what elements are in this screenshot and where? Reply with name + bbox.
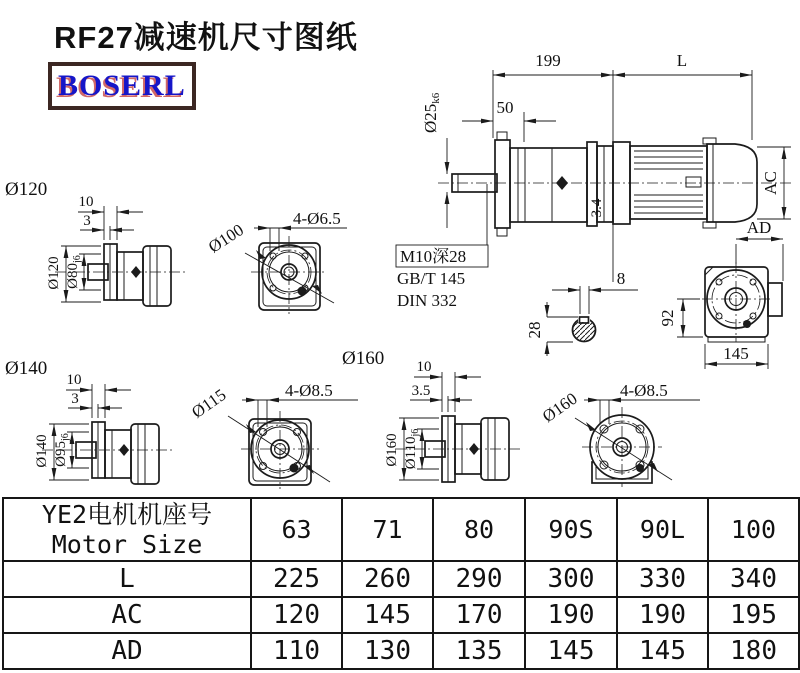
row-label-AC: AC	[3, 597, 251, 633]
thread-note-line3: DIN 332	[397, 291, 457, 310]
front115-view	[188, 381, 358, 489]
col-header-100: 100	[708, 498, 799, 561]
page-title: RF27减速机尺寸图纸	[54, 20, 358, 55]
cell-AC-63: 120	[251, 597, 342, 633]
front160-dia: Ø160	[538, 388, 581, 427]
flange140-t2: 3	[71, 391, 79, 407]
rear-view	[658, 218, 783, 369]
table-row-AC	[3, 597, 799, 633]
flange160-pilot: $Ø110_{j6}$	[403, 428, 421, 470]
brand-logo-text: BOSERL	[58, 69, 186, 102]
table-header-en: Motor Size	[51, 529, 203, 559]
thread-note	[396, 245, 488, 310]
dim-shaft-dia: Ø25k6	[421, 92, 442, 133]
row-label-L: L	[3, 561, 251, 597]
flange160-od: Ø160	[384, 433, 400, 467]
cell-L-90L: 330	[617, 561, 708, 597]
flange120-title: Ø120	[5, 179, 48, 200]
dim-key-width: 8	[616, 269, 626, 288]
front115-holes: 4-Ø8.5	[285, 381, 333, 400]
dim-L: L	[676, 51, 688, 70]
col-header-90S: 90S	[525, 498, 617, 561]
cell-AC-90S: 190	[525, 597, 617, 633]
row-label-AD: AD	[3, 633, 251, 669]
flange120-pilot: $Ø80_{j6}$	[65, 255, 83, 289]
cell-AC-100: 195	[708, 597, 799, 633]
front100-view	[205, 209, 347, 314]
brand-logo	[48, 62, 196, 110]
dim-50: 50	[496, 98, 514, 117]
cell-L-100: 340	[708, 561, 799, 597]
flange160-view	[342, 348, 520, 482]
key-section-view	[525, 269, 638, 356]
table-row-AD	[3, 633, 799, 669]
flange160-t2: 3.5	[411, 383, 431, 399]
cell-AC-90L: 190	[617, 597, 708, 633]
cell-AD-71: 130	[342, 633, 433, 669]
cell-AD-63: 110	[251, 633, 342, 669]
dim-199: 199	[535, 51, 561, 70]
flange140-t1: 10	[66, 372, 82, 388]
front100-dia: Ø100	[204, 220, 248, 257]
cell-L-80: 290	[433, 561, 525, 597]
dim-AC: AC	[761, 171, 780, 195]
cell-L-90S: 300	[525, 561, 617, 597]
thread-note-line2: GB/T 145	[397, 269, 466, 288]
cell-AD-90L: 145	[617, 633, 708, 669]
col-header-71: 71	[342, 498, 433, 561]
col-header-63: 63	[251, 498, 342, 561]
col-header-80: 80	[433, 498, 525, 561]
motor-size-table	[2, 497, 800, 670]
flange120-view	[5, 179, 185, 306]
table-row-L	[3, 561, 799, 597]
dim-92: 92	[658, 309, 677, 327]
cell-L-71: 260	[342, 561, 433, 597]
cell-L-63: 225	[251, 561, 342, 597]
dim-145: 145	[723, 344, 749, 363]
flange120-t2: 3	[83, 213, 91, 229]
flange120-od: Ø120	[46, 256, 62, 290]
cell-AD-90S: 145	[525, 633, 617, 669]
table-header-motor-size	[3, 498, 251, 561]
front100-holes: 4-Ø6.5	[293, 209, 341, 228]
flange140-pilot: $Ø95_{j6}$	[53, 433, 71, 467]
flange120-t1: 10	[78, 194, 94, 210]
thread-note-line1: M10深28	[400, 247, 467, 266]
cell-AD-80: 135	[433, 633, 525, 669]
dim-key-height: 28	[525, 321, 544, 339]
table-header-cn: YE2电机机座号	[41, 499, 213, 529]
dim-AD: AD	[746, 218, 772, 237]
col-header-90L: 90L	[617, 498, 708, 561]
front115-dia: Ø115	[188, 385, 230, 422]
flange140-od: Ø140	[34, 434, 50, 468]
front160-view	[539, 381, 700, 487]
cell-AC-80: 170	[433, 597, 525, 633]
flange160-t1: 10	[416, 359, 432, 375]
flange140-view	[5, 358, 172, 484]
cell-AC-71: 145	[342, 597, 433, 633]
flange140-title: Ø140	[5, 358, 48, 379]
flange160-title: Ø160	[342, 348, 385, 369]
dim-34: 3.4	[589, 198, 605, 218]
cell-AD-100: 180	[708, 633, 799, 669]
front160-holes: 4-Ø8.5	[620, 381, 668, 400]
